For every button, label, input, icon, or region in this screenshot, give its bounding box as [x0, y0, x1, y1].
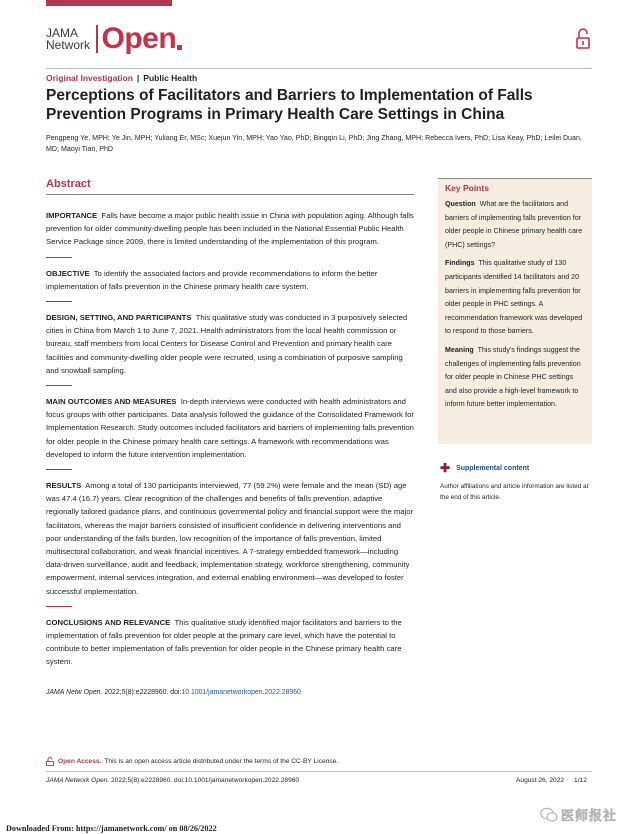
- logo-open-text: Open: [101, 22, 177, 55]
- open-lock-icon: [576, 27, 590, 49]
- article-subject: Public Health: [143, 73, 198, 83]
- abstract-divider: [46, 385, 72, 386]
- abstract-design: [46, 311, 414, 377]
- key-points-findings: [445, 257, 584, 339]
- supplemental-label: Supplemental content: [456, 464, 530, 472]
- abstract-importance: [46, 209, 414, 249]
- supplemental-content-link[interactable]: [440, 463, 529, 473]
- open-access-notice: [46, 757, 338, 766]
- plus-icon: ✚: [440, 461, 451, 475]
- key-points-heading: Key Points: [445, 183, 489, 193]
- citation-journal: JAMA Netw Open.: [46, 688, 103, 696]
- conclusions-text: This qualitative study identified major facilitators and barriers to the implementation of falls prevention for older people at the primary care level, which have the potential to contribute to better implementation of falls prevention for older people in the Chinese primary health care system.: [46, 617, 402, 667]
- footer-journal: JAMA Network Open.: [46, 777, 110, 784]
- footer-date-page: [516, 777, 587, 784]
- footer-rule: [46, 771, 592, 772]
- article-title: Perceptions of Facilitators and Barriers to Implementation of Falls Prevention Programs in Primary Health Care Settings in China: [46, 87, 533, 123]
- key-points-question: [445, 198, 584, 252]
- footer-citation-text: 2022;5(8):e2228960. doi:10.1001/jamanetworkopen.2022.28960: [111, 777, 300, 784]
- abstract-divider: [46, 257, 72, 258]
- question-text: What are the facilitators and barriers of implementing falls prevention for older people in Chinese primary health care (PHC) settings?: [445, 200, 583, 249]
- logo-divider: [96, 25, 98, 53]
- footer-page-number: 1/12: [574, 777, 587, 784]
- footer-date: August 26, 2022: [516, 777, 565, 784]
- open-access-text: This is an open access article distributed under the terms of the CC-BY License.: [104, 758, 339, 765]
- objective-text: To identify the associated factors and provide recommendations to inform the better implementation of falls prevention in the Chinese primary health care system.: [46, 268, 378, 291]
- download-notice: Downloaded From: https://jamanetwork.com/ on 08/26/2022: [6, 824, 217, 833]
- jama-network-open-logo[interactable]: [46, 24, 182, 54]
- design-label: DESIGN, SETTING, AND PARTICIPANTS: [46, 313, 192, 323]
- article-category: [46, 73, 197, 83]
- importance-label: IMPORTANCE: [46, 211, 98, 220]
- abstract-divider: [46, 301, 72, 302]
- article-type: Original Investigation: [46, 73, 133, 83]
- open-access-label: Open Access.: [58, 758, 102, 765]
- abstract-divider: [46, 469, 72, 470]
- citation-line: [46, 689, 414, 696]
- author-affiliations-note: Author affiliations and article information are listed at the end of this article.: [440, 483, 589, 501]
- objective-label: OBJECTIVE: [46, 268, 90, 278]
- watermark-text: 医师报社: [561, 808, 618, 823]
- meaning-text: This study's findings suggest the challenges of implementing falls prevention for older people in Chinese PHC settings and also provide a high-level framework to inform future better implementation.: [445, 345, 581, 409]
- meaning-label: Meaning: [445, 345, 474, 354]
- logo-line-network: Network: [46, 38, 91, 52]
- question-label: Question: [445, 200, 476, 208]
- findings-text: This qualitative study of 130 participants identified 14 facilitators and 20 barriers in implementing falls prevention for older people in PHC settings. A recommendation framework was developed to respond to those barriers.: [445, 259, 583, 336]
- logo-wordmark: [46, 27, 90, 51]
- findings-label: Findings: [445, 259, 475, 268]
- citation-details: 2022;5(8):e2228960. doi:: [104, 688, 182, 696]
- abstract-results: [46, 479, 414, 598]
- abstract-section: [46, 178, 414, 696]
- key-points-meaning: [445, 344, 584, 412]
- watermark: [540, 805, 617, 824]
- results-text: Among a total of 130 participants interviewed, 77 (59.2%) were female and the mean (SD) age was 47.4 (16.7) years. Clear recognition of the challenges and benefits of falls prevention, adaptive regionally tailored guidance plans, and continuous governmental policy and financial support were the major facilitators, whereas the major barriers consisted of insufficient confidence in delivering interventions and poor understanding of the falls burden, low recognition of the importance of falls prevention, limited multisectoral collaboration, and weak financial incentives. A 7-strategy embedded framework—including data-driven surveillance, audit and feedback, implementation strategy, workforce strengthening, community empowerment, internal services integration, and external enabling environment—was developed to foster successful implementation.: [46, 481, 414, 596]
- key-points-box: [438, 178, 592, 444]
- results-label: RESULTS: [46, 481, 82, 491]
- citation-doi-link[interactable]: 10.1001/jamanetworkopen.2022.28960: [181, 688, 301, 696]
- conclusions-label: CONCLUSIONS AND RELEVANCE: [46, 617, 171, 627]
- header-rule: [46, 68, 592, 69]
- abstract-heading: Abstract: [46, 178, 414, 195]
- wechat-icon: [540, 807, 558, 823]
- author-list: Pengpeng Ye, MPH; Ye Jin, MPH; Yuliang Er, MSc; Xuejun Yin, MPH; Yao Yao, PhD; Bingqin Li, PhD; Jing Zhang, MPH; Rebecca Ivers, PhD; Lisa Keay, PhD; Leilei Duan, MD; Maoyi Tian, PhD: [46, 134, 582, 153]
- abstract-outcomes: [46, 395, 414, 461]
- logo-dot: [177, 45, 182, 50]
- outcomes-label: MAIN OUTCOMES AND MEASURES: [46, 397, 177, 407]
- logo-line-jama: JAMA: [46, 26, 79, 40]
- abstract-objective: [46, 267, 414, 293]
- importance-text: Falls have become a major public health issue in China with population aging. Although falls prevention for older community-dwelling people has been included in the National Essential Public Health Service Package since 2009, there is limited understanding of the implementation of this program.: [46, 211, 414, 247]
- footer-citation: [46, 777, 299, 784]
- category-separator: |: [136, 73, 140, 83]
- abstract-conclusions: [46, 616, 414, 669]
- outcomes-text: In-depth interviews were conducted with health administrators and focus groups with other participants. Data analysis followed the guidance of the Consolidated Framework for Implementation Research. Study outcomes included facilitators and barriers of implementing falls prevention for older people in the Chinese primary health care settings. A framework with recommendations was developed to inform the future intervention implementation.: [46, 397, 414, 459]
- abstract-divider: [46, 606, 72, 607]
- open-lock-icon: [46, 757, 54, 766]
- top-accent-bar: [46, 0, 172, 6]
- design-text: This qualitative study was conducted in 3 purposively selected cities in China from March 1 to June 7, 2021. Health administrators from the local health commission or bureau, staff members from local Centers for Disease Control and Prevention and primary health care facilities and community-dwelling older people were recruited, using a combination of purposive sampling and snowball sampling.: [46, 313, 408, 375]
